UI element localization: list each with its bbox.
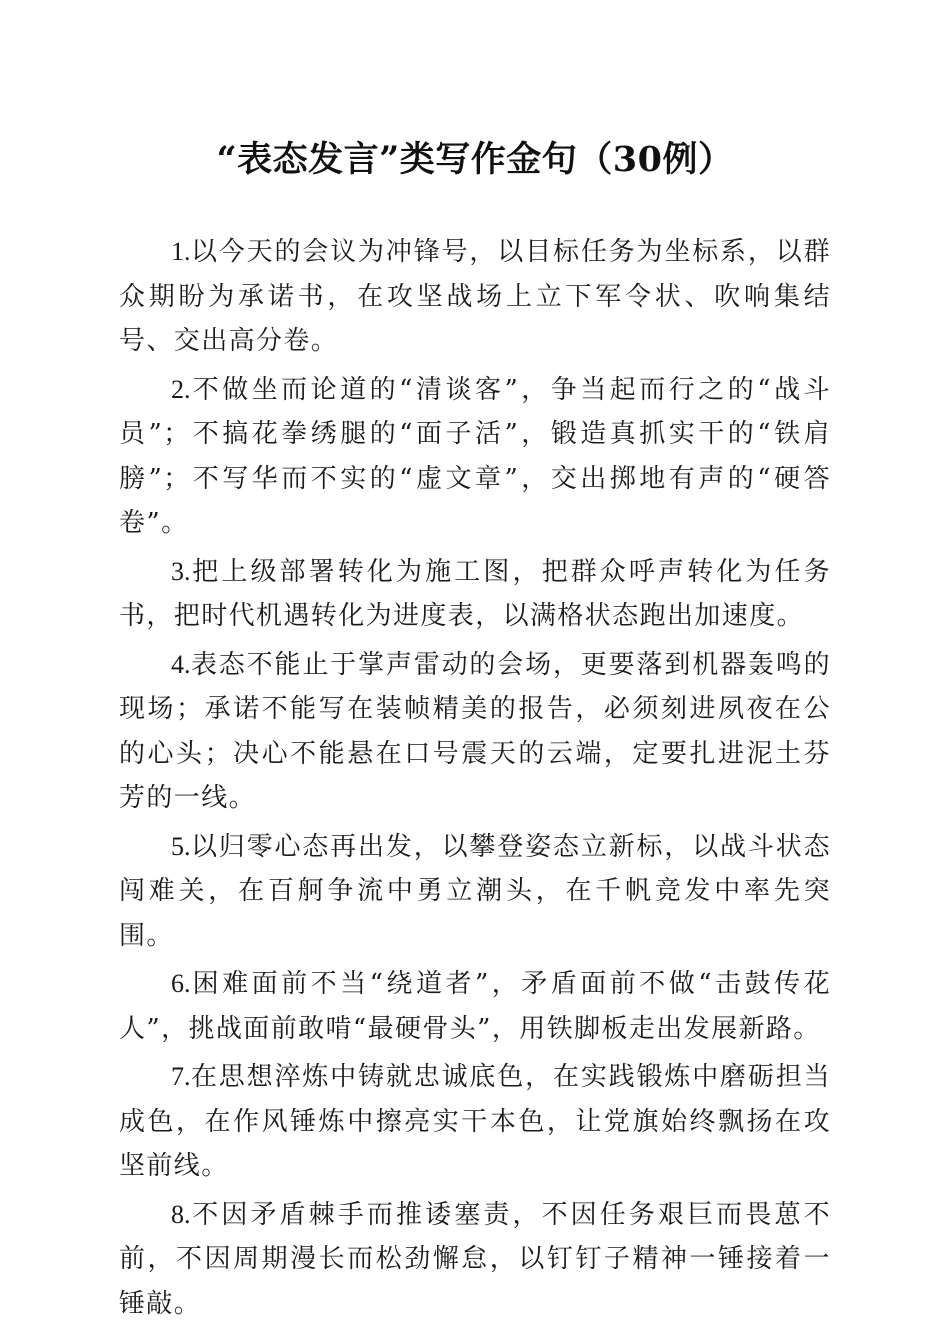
item-text: 不因矛盾棘手而推诿塞责，不因任务艰巨而畏葸不前，不因周期漫长而松劲懈怠，以钉钉子精神一锤接着一锤敲。 [119, 1199, 831, 1319]
list-item [119, 368, 831, 546]
item-number: 4. [171, 649, 191, 679]
item-number: 2. [171, 374, 191, 404]
list-item [119, 550, 831, 639]
list-item [119, 643, 831, 821]
item-number: 3. [171, 556, 191, 586]
item-number: 5. [171, 831, 191, 861]
item-number: 8. [171, 1199, 191, 1229]
document-title: “表态发言”类写作金句（30例） [216, 139, 734, 180]
item-text: 在思想淬炼中铸就忠诚底色，在实践锻炼中磨砺担当成色，在作风锤炼中擦亮实干本色，让党旗始终飘扬在攻坚前线。 [119, 1062, 831, 1181]
item-text: 表态不能止于掌声雷动的会场，更要落到机器轰鸣的现场；承诺不能写在装帧精美的报告，必须刻进夙夜在公的心头；决心不能悬在口号震天的云端，定要扎进泥土芬芳的一线。 [119, 649, 831, 813]
item-text: 困难面前不当“绕道者”，矛盾面前不做“击鼓传花人”，挑战面前敢啃“最硬骨头”，用铁脚板走出发展新路。 [119, 969, 831, 1044]
list-item [119, 1055, 831, 1189]
document-body [119, 230, 831, 1330]
list-item [119, 825, 831, 959]
item-text: 以今天的会议为冲锋号，以目标任务为坐标系，以群众期盼为承诺书，在攻坚战场上立下军令状、吹响集结号、交出高分卷。 [119, 237, 831, 356]
list-item [119, 230, 831, 364]
list-item [119, 962, 831, 1051]
item-number: 1. [171, 237, 191, 266]
item-text: 以归零心态再出发，以攀登姿态立新标，以战斗状态闯难关，在百舸争流中勇立潮头，在千帆竞发中率先突围。 [119, 831, 831, 951]
item-text: 不做坐而论道的“清谈客”，争当起而行之的“战斗员”；不搞花拳绣腿的“面子活”，锻造真抓实干的“铁肩膀”；不写华而不实的“虚文章”，交出掷地有声的“硬答卷”。 [119, 374, 831, 538]
item-text: 把上级部署转化为施工图，把群众呼声转化为任务书，把时代机遇转化为进度表，以满格状态跑出加速度。 [119, 556, 831, 631]
item-number: 6. [171, 969, 191, 998]
list-item [119, 1193, 831, 1327]
item-number: 7. [171, 1062, 191, 1091]
